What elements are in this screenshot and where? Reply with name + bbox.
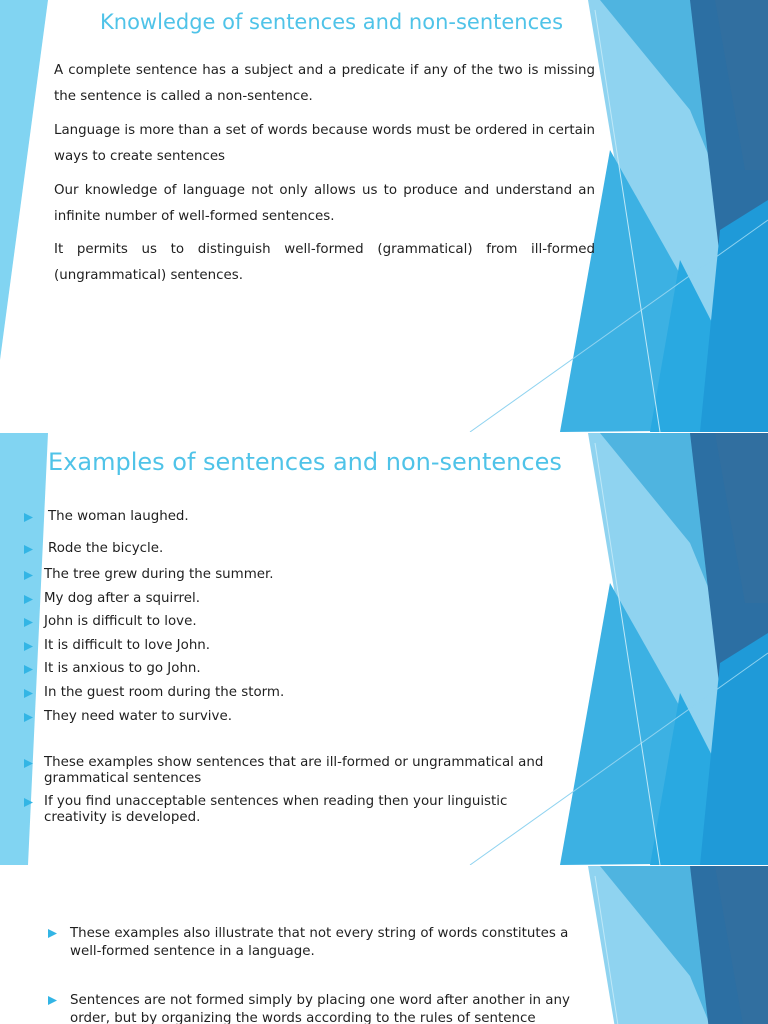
arrow-bullet-icon [48,996,57,1005]
arrow-bullet-icon [24,618,33,627]
arrow-bullet-icon [24,798,33,807]
arrow-bullet-icon [24,689,33,698]
arrow-bullet-icon [24,642,33,651]
slide-1-title: Knowledge of sentences and non-sentences [100,10,564,34]
paragraph-2: Language is more than a set of words because words must be ordered in certain ways to create sentences [54,123,595,164]
arrow-bullet-icon [24,571,33,580]
arrow-bullet-icon [24,513,33,522]
paragraph-1: A complete sentence has a subject and a predicate if any of the two is missing the sentence is called a non-sentence. [54,63,595,104]
arrow-bullet-icon [24,595,33,604]
arrow-bullet-icon [24,665,33,674]
arrow-bullet-icon [24,545,33,554]
paragraph-4: It permits us to distinguish well-formed (grammatical) from ill-formed (ungrammatical) sentences. [54,242,595,283]
arrow-bullet-icon [24,713,33,722]
paragraph-3: Our knowledge of language not only allows us to produce and understand an infinite number of well-formed sentences. [54,183,595,224]
slide-1 [0,0,768,432]
arrow-bullet-icon [24,759,33,768]
arrow-bullet-icon [48,929,57,938]
slide-2-title: Examples of sentences and non-sentences [48,448,562,476]
slide-3: These examples also illustrate that not every string of words constitutes a well-formed sentence in a language. Sentences are not formed simply by placing one word after another in any order, but by organizing the words according to the rules of sentence [0,866,768,1024]
slide-2: Examples of sentences and non-sentences The woman laughed. Rode the bicycle. The tree grew during the summer. My dog after a squirrel. John is difficult to love. It is difficult to love John. It is anxious to go John. In the guest room during the storm. They need water to survive. These examples show sentences that are ill-formed or ungrammatical and grammatical sentences If you find unacceptable sentences when reading then your linguistic creativity is developed. [0,433,768,865]
